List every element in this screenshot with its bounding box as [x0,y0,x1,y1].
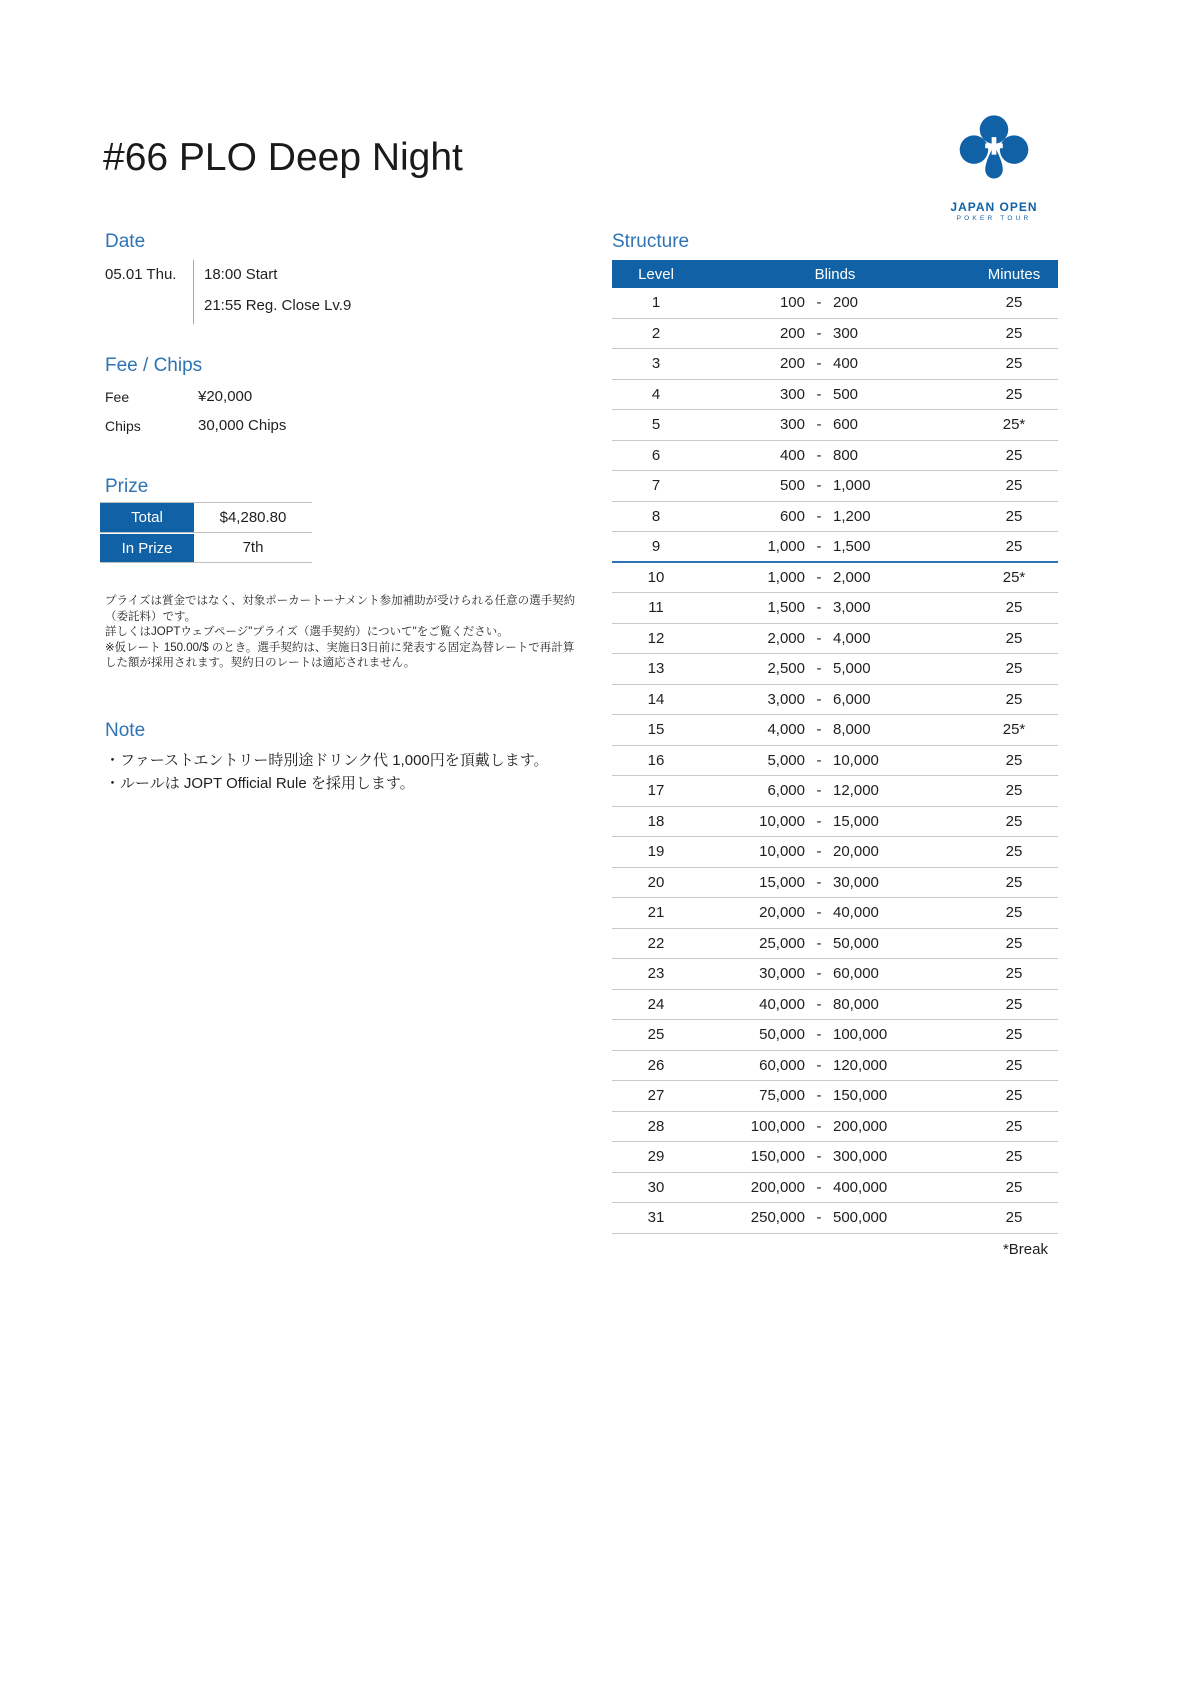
structure-row [612,471,1058,502]
fee-chips-heading: Fee / Chips [105,355,203,376]
big-blind-cell: 60,000 [833,965,879,983]
small-blind-cell: 300 [779,416,805,434]
blind-dash: - [816,995,822,1013]
blind-dash: - [816,568,822,586]
structure-row [612,319,1058,350]
blind-dash: - [816,843,822,861]
structure-table [612,260,1058,1234]
minutes-cell: 25 [1005,751,1023,769]
structure-row [612,380,1058,411]
small-blind-cell: 20,000 [759,904,805,922]
structure-row [612,776,1058,807]
blind-dash: - [816,446,822,464]
structure-row [612,990,1058,1021]
small-blind-cell: 600 [779,507,805,525]
minutes-cell: 25 [1005,843,1023,861]
big-blind-cell: 300 [833,324,859,342]
prize-table [100,502,312,563]
big-blind-cell: 30,000 [833,873,879,891]
big-blind-cell: 800 [833,446,859,464]
small-blind-cell: 250,000 [750,1209,805,1227]
small-blind-cell: 500 [779,477,805,495]
minutes-cell: 25 [1005,660,1023,678]
minutes-cell: 25 [1005,965,1023,983]
page-title: #66 PLO Deep Night [103,136,463,179]
structure-row [612,959,1058,990]
minutes-cell: 25 [1005,995,1023,1013]
date-value: 05.01 Thu. [105,266,177,283]
minutes-cell: 25 [1005,537,1023,555]
blind-dash: - [816,294,822,312]
big-blind-cell: 120,000 [833,1056,888,1074]
structure-row [612,502,1058,533]
level-cell: 11 [648,599,664,617]
level-cell: 21 [647,904,665,922]
level-cell: 26 [647,1056,665,1074]
structure-row [612,1112,1058,1143]
structure-table-header [612,260,1058,288]
structure-row [612,410,1058,441]
blind-dash: - [816,1056,822,1074]
small-blind-cell: 3,000 [767,690,805,708]
big-blind-cell: 40,000 [833,904,879,922]
level-cell: 2 [651,324,661,342]
blind-dash: - [816,1087,822,1105]
level-cell: 1 [651,294,661,312]
level-cell: 17 [647,782,665,800]
blind-dash: - [816,1148,822,1166]
blind-dash: - [816,1209,822,1227]
level-cell: 24 [647,995,665,1013]
blind-dash: - [816,477,822,495]
structure-row [612,868,1058,899]
big-blind-cell: 400,000 [833,1178,888,1196]
prize-inprize-row [100,533,312,563]
minutes-cell: 25 [1005,904,1023,922]
structure-row [612,593,1058,624]
prize-inprize-label: In Prize [100,533,194,562]
structure-row [612,563,1058,594]
small-blind-cell: 1,500 [767,599,805,617]
big-blind-cell: 12,000 [833,782,879,800]
big-blind-cell: 500 [833,385,859,403]
small-blind-cell: 30,000 [759,965,805,983]
structure-row [612,1142,1058,1173]
big-blind-cell: 150,000 [833,1087,888,1105]
note-heading: Note [105,720,146,741]
break-note: *Break [1002,1241,1048,1258]
level-cell: 20 [647,873,665,891]
blind-dash: - [816,1026,822,1044]
level-cell: 10 [647,568,665,586]
minutes-cell: 25 [1005,1209,1023,1227]
structure-row [612,685,1058,716]
prize-total-label: Total [100,503,194,532]
level-cell: 23 [647,965,665,983]
big-blind-cell: 600 [833,416,859,434]
small-blind-cell: 1,000 [767,568,805,586]
minutes-cell: 25 [1005,690,1023,708]
prize-disclaimer-line: プライズは賞金ではなく、対象ポーカートーナメント参加補助が受けられる任意の選手契約 [105,595,576,607]
date-heading: Date [105,231,146,252]
small-blind-cell: 300 [779,385,805,403]
minutes-cell: 25 [1005,324,1023,342]
blind-dash: - [816,629,822,647]
level-cell: 18 [647,812,665,830]
minutes-cell: 25 [1005,1117,1023,1135]
level-cell: 22 [647,934,665,952]
structure-row [612,1081,1058,1112]
structure-row [612,1173,1058,1204]
structure-row [612,1203,1058,1234]
minutes-cell: 25 [1005,355,1023,373]
clover-drop-logo-icon [952,112,1036,194]
prize-total-row [100,503,312,533]
level-cell: 7 [651,477,661,495]
level-cell: 6 [651,446,661,464]
small-blind-cell: 150,000 [750,1148,805,1166]
structure-row [612,929,1058,960]
big-blind-cell: 300,000 [833,1148,888,1166]
logo-text-poker-tour: POKER TOUR [956,215,1032,222]
blind-dash: - [816,355,822,373]
blind-dash: - [816,782,822,800]
fee-label: Fee [105,389,130,405]
structure-row [612,807,1058,838]
minutes-cell: 25* [1002,568,1026,586]
blind-dash: - [816,599,822,617]
level-cell: 13 [647,660,665,678]
blind-dash: - [816,537,822,555]
structure-row [612,349,1058,380]
minutes-cell: 25 [1005,873,1023,891]
blind-dash: - [816,721,822,739]
level-cell: 15 [647,721,665,739]
level-cell: 3 [651,355,661,373]
big-blind-cell: 1,500 [833,537,871,555]
prize-total-value: $4,280.80 [219,509,287,526]
structure-row [612,746,1058,777]
logo-text-japan-open: JAPAN OPEN [950,200,1038,214]
prize-disclaimer [105,594,585,672]
big-blind-cell: 10,000 [833,751,879,769]
small-blind-cell: 2,500 [767,660,805,678]
blind-dash: - [816,751,822,769]
level-cell: 29 [647,1148,665,1166]
blind-dash: - [816,873,822,891]
structure-row [612,898,1058,929]
small-blind-cell: 200,000 [750,1178,805,1196]
big-blind-cell: 2,000 [833,568,871,586]
structure-row [612,624,1058,655]
minutes-cell: 25 [1005,1148,1023,1166]
structure-row [612,837,1058,868]
structure-row [612,1020,1058,1051]
chips-label: Chips [105,418,141,434]
jopt-logo [938,112,1050,222]
big-blind-cell: 15,000 [833,812,879,830]
big-blind-cell: 5,000 [833,660,871,678]
minutes-column-header: Minutes [987,265,1041,283]
small-blind-cell: 5,000 [767,751,805,769]
prize-heading: Prize [105,476,149,497]
level-column-header: Level [638,265,674,283]
blind-dash: - [816,324,822,342]
blind-dash: - [816,812,822,830]
blind-dash: - [816,385,822,403]
big-blind-cell: 100,000 [833,1026,888,1044]
level-cell: 16 [647,751,665,769]
blind-dash: - [816,965,822,983]
big-blind-cell: 500,000 [833,1209,888,1227]
chips-value: 30,000 Chips [198,417,287,434]
level-cell: 8 [651,507,661,525]
small-blind-cell: 10,000 [759,812,805,830]
small-blind-cell: 2,000 [767,629,805,647]
prize-disclaimer-line: ※仮レート 150.00/$ のとき。選手契約は、実施日3日前に発表する固定為替レートで再計算 [105,641,575,654]
small-blind-cell: 10,000 [759,843,805,861]
minutes-cell: 25 [1005,629,1023,647]
small-blind-cell: 25,000 [759,934,805,952]
big-blind-cell: 6,000 [833,690,871,708]
level-cell: 27 [647,1087,665,1105]
prize-disclaimer-line: 詳しくはJOPTウェブページ"プライズ（選手契約）について"をご覧ください。 [105,626,509,639]
minutes-cell: 25 [1005,1026,1023,1044]
blind-dash: - [816,660,822,678]
prize-disclaimer-line: （委託料）です。 [105,610,197,623]
structure-row [612,288,1058,319]
small-blind-cell: 15,000 [759,873,805,891]
level-cell: 12 [647,629,665,647]
structure-row [612,441,1058,472]
level-cell: 30 [647,1178,665,1196]
minutes-cell: 25* [1002,721,1026,739]
structure-row [612,532,1058,563]
blind-dash: - [816,1178,822,1196]
structure-heading: Structure [612,231,690,252]
blinds-column-header: Blinds [814,265,856,283]
small-blind-cell: 60,000 [759,1056,805,1074]
level-cell: 5 [651,416,661,434]
small-blind-cell: 200 [779,355,805,373]
prize-disclaimer-line: した額が採用されます。契約日のレートは適応されません。 [105,657,416,670]
big-blind-cell: 20,000 [833,843,879,861]
small-blind-cell: 200 [779,324,805,342]
note-item: ・ファーストエントリー時別途ドリンク代 1,000円を頂戴します。 [105,752,549,769]
big-blind-cell: 3,000 [833,599,871,617]
big-blind-cell: 50,000 [833,934,879,952]
minutes-cell: 25 [1005,599,1023,617]
structure-row [612,654,1058,685]
prize-inprize-value: 7th [242,539,264,556]
minutes-cell: 25 [1005,934,1023,952]
level-cell: 31 [647,1209,665,1227]
minutes-cell: 25 [1005,1178,1023,1196]
big-blind-cell: 1,200 [833,507,871,525]
small-blind-cell: 100,000 [750,1117,805,1135]
level-cell: 4 [651,385,661,403]
level-cell: 9 [651,537,661,555]
big-blind-cell: 200,000 [833,1117,888,1135]
structure-row [612,715,1058,746]
fee-value: ¥20,000 [198,388,253,405]
big-blind-cell: 1,000 [833,477,871,495]
small-blind-cell: 1,000 [767,537,805,555]
small-blind-cell: 400 [779,446,805,464]
structure-rows [612,288,1058,1234]
minutes-cell: 25 [1005,507,1023,525]
small-blind-cell: 4,000 [767,721,805,739]
minutes-cell: 25 [1005,1056,1023,1074]
minutes-cell: 25 [1005,1087,1023,1105]
level-cell: 14 [647,690,665,708]
level-cell: 28 [647,1117,665,1135]
level-cell: 25 [647,1026,665,1044]
note-list [105,749,605,795]
blind-dash: - [816,690,822,708]
minutes-cell: 25 [1005,477,1023,495]
small-blind-cell: 40,000 [759,995,805,1013]
note-item: ・ルールは JOPT Official Rule を採用します。 [105,775,415,792]
level-cell: 19 [647,843,665,861]
blind-dash: - [816,904,822,922]
small-blind-cell: 100 [779,294,805,312]
minutes-cell: 25 [1005,782,1023,800]
blind-dash: - [816,1117,822,1135]
big-blind-cell: 4,000 [833,629,871,647]
big-blind-cell: 8,000 [833,721,871,739]
blind-dash: - [816,416,822,434]
minutes-cell: 25* [1002,416,1026,434]
minutes-cell: 25 [1005,385,1023,403]
date-divider [193,260,194,324]
minutes-cell: 25 [1005,446,1023,464]
structure-row [612,1051,1058,1082]
minutes-cell: 25 [1005,294,1023,312]
small-blind-cell: 50,000 [759,1026,805,1044]
big-blind-cell: 80,000 [833,995,879,1013]
blind-dash: - [816,934,822,952]
big-blind-cell: 200 [833,294,859,312]
minutes-cell: 25 [1005,812,1023,830]
small-blind-cell: 6,000 [767,782,805,800]
small-blind-cell: 75,000 [759,1087,805,1105]
blind-dash: - [816,507,822,525]
big-blind-cell: 400 [833,355,859,373]
start-time: 18:00 Start [204,266,278,283]
reg-close-time: 21:55 Reg. Close Lv.9 [204,297,352,314]
